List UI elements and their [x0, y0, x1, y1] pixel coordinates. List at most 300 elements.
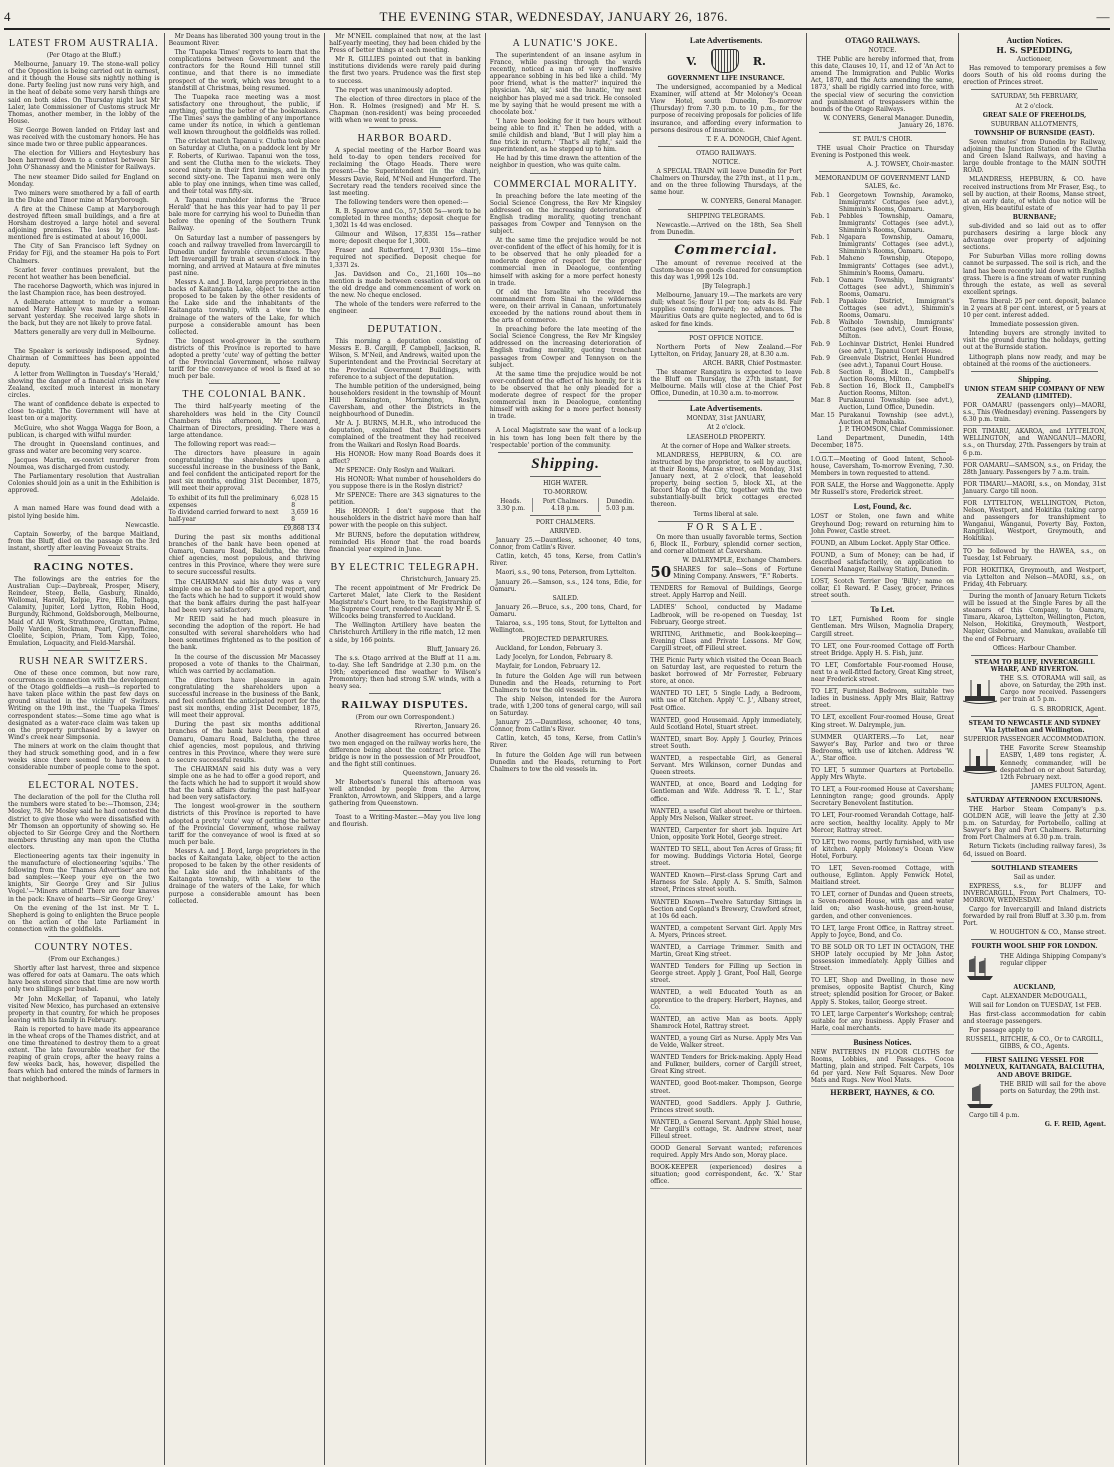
ad-body: Has removed to temporary premises a few doors South of his old rooms during the erection of Princes street.: [962, 65, 1107, 87]
shipping-entry: January 26.—Bruce, s.s., 200 tons, Chard, for Oamaru.: [489, 603, 642, 618]
ad-title: TOWNSHIP OF BURNSIDE (EAST).: [974, 129, 1095, 137]
land-sale-row: [811, 255, 954, 276]
divider: [369, 127, 441, 128]
classified-ad: WANTED Tenders for Filling up Section in George street. Apply J. Grant, Pool Hall, George street.: [650, 963, 802, 987]
classified-ad: WANTED TO SELL, about Ten Acres of Grass; fit for mowing. Buddings Victoria Hotel, George street.: [650, 846, 802, 870]
paragraph: The want of confidence debate is expected to close to-night. The Government will have at least ten or a majority.: [8, 401, 160, 423]
divider: [971, 793, 1098, 794]
ad-title: FIRST SAILING VESSEL FOR MOLYNEUX, KAITANGATA, BALCLUTHA, AND ABOVE BRIDGE.: [964, 1057, 1105, 1079]
tide-heading: HIGH WATER.: [543, 479, 588, 487]
divider: [971, 1053, 1098, 1054]
ad-signature: A. J. TOWSEY, Choir-master.: [866, 161, 954, 169]
ad-title: UNION STEAM SHIP COMPANY OF NEW ZEALAND (LIMITED).: [964, 385, 1105, 400]
ad-body: The amount of revenue received at the Custom-house on goods cleared for consumption this day was 1,999l 12s 10d.: [650, 259, 802, 281]
paragraph: At the same time the prejudice would be not over-confident of the effect of his homily, for it is to be observed that he only pleaded for a moderate degree of respect for the proper commercial men in Deaologue, contenting himself with asking for a more perfect honesty in trade.: [489, 370, 642, 421]
section-heading: Business Notices.: [853, 1037, 912, 1047]
article-heading: HARBOR BOARD.: [357, 133, 453, 145]
ad-body: The undersigned, accompanied by a Medical Examiner, will attend at Mr Moloney's Ocean View Hotel, south Dunedin, To-morrow (Thursday) from 7.30 p.m. to 10 p.m., for the purpose of receiving proposals for policies of life insurance, and affording every information to persons desirous of insurance.: [650, 84, 802, 134]
paragraph: At the same time the prejudice would be not over-confident of the effect of his homily, for it is to be observed that he only pleaded for a moderate degree of respect for the proper commercial men in Deaologue, contenting himself with asking for a more perfect honesty in trade.: [489, 237, 642, 287]
ad-signature: HERBERT, HAYNES, & CO.: [830, 1088, 935, 1098]
land-sale-text: Purakanui Township (see advt.), Auction at Pomahaka.: [838, 411, 954, 426]
ad-title: MEMORANDUM OF GOVERNMENT LAND SALES, &c.: [815, 175, 950, 190]
classified-ad: FOUND, a Sum of Money; can be had, if described satisfactorily, on application to General Manager, Railway Station, Dunedin.: [811, 552, 954, 576]
land-sale-text: Waiholo Township, Immigrants' Cottages (see advt.), Court House, Milton.: [838, 319, 954, 341]
paragraph: In preaching before the late meeting of the Social Science Congress, the Rev Mr Kingsley addressed on the increasing deterioration of English trading morality, quoting trenchant passages from Cowper and Tennyson on the subject.: [489, 326, 642, 369]
dateline: Riverton, January 26.: [414, 723, 481, 731]
paragraph: The ship Nelson, intended for the Aurora trade, with 1,200 tons of general cargo, will sail on Saturday.: [489, 695, 642, 718]
ad-title: MONDAY, 31st JANUARY,: [686, 415, 766, 423]
ad-body: EXPRESS, s.s., for BLUFF and INVERCARGILL, From Port Chalmers, TO-MORROW, WEDNESDAY.: [962, 882, 1107, 904]
divider: [530, 515, 602, 516]
divider: [819, 171, 946, 172]
paragraph: The report was unanimously adopted.: [335, 86, 453, 94]
paragraph: In preaching before the late meeting of the Social Science Congress, the Rev Mr Kingsley addressed on the increasing deterioration of English trading morality, quoting trenchant passages from Cowper and Tennyson on the subject.: [489, 192, 642, 235]
land-sale-text: Purakaunui Township (see advt.), Auction, Lund Office, Dunedin.: [838, 397, 954, 412]
land-sale-row: [811, 369, 954, 383]
article-heading: ELECTORAL NOTES.: [28, 780, 140, 792]
classified-ad: TO BE SOLD OR TO LET IN OCTAGON, THE SHOP lately occupied by Mr John Astor, possession immediately. Apply Gillies and Street.: [811, 944, 954, 975]
shipping-ad: FOR OAMARU (passengers only)—MAORI, s.s., This (Wednesday) evening. Passengers by 6.30 p.m. train.: [963, 402, 1106, 426]
paragraph: During the past six months additional branches of the bank have been opened at Oamaru, Oamaru Road, Balclutha, the three chief agencies, most populous, and thriving centres in this Province, where they were sure to secure successful results.: [168, 721, 321, 764]
divider: [48, 650, 120, 651]
column-1: [4, 33, 165, 1465]
classified-ad: LOST, Scotch Terrier Dog 'Billy'; name on collar, £1 Reward. P. Casey, grocer, Princes street south.: [811, 578, 954, 602]
land-sale-row: [811, 298, 954, 319]
ad-subtitle: Terms liberal at sale.: [693, 510, 759, 518]
sailed-heading: SAILED.: [552, 594, 579, 602]
article-heading: DEPUTATION.: [367, 324, 443, 336]
classified-ad: LOST or Stolen, one fawn and white Greyhound Dog; reward on returning him to John Power, Castle street.: [811, 513, 954, 537]
paragraph: Matters generally are very dull in Melbourne.: [14, 329, 156, 337]
land-sale-text: Section 16, Block II., Campbell's Auction Rooms, Milton.: [838, 383, 954, 398]
dateline: Christchurch, January 25.: [400, 575, 481, 583]
section-heading: To Let.: [870, 605, 895, 615]
classified-ad: WANTED TO LET, 5 Single Lady, a Bedroom, with use of Kitchen. Apply 'C. J.', Albany street, Post Office.: [650, 690, 802, 714]
ad-subtitle: Immediate possession given.: [990, 321, 1079, 329]
ad-body: THE Public are hereby informed that, from this date, Clauses 10, 11, and 12 of 'An Act to amend The Immigration and Public Works Act, 1870, and the Acts amending the same, 1873,' shall be rigidly carried into force, with the special view of securing the conviction and punishment of trespassers within the bounds of the Otago Railways.: [810, 56, 954, 113]
paragraph: The humble petition of the undersigned, being householders resident in the township of Mount Hill Kensington, Mornington, Roslyn, Caversham, and other the Districts in the neighbourhood of Dunedin.: [329, 382, 481, 419]
section-heading: Auction Notices.: [1006, 36, 1063, 45]
paragraph: The whole of the tenders were referred to the engineer.: [329, 301, 481, 316]
ad-body: Cargo for Invercargill and Inland districts forwarded by rail from Bluff at 3.30 p.m. from Port.: [962, 906, 1107, 928]
paragraph: A letter from Wellington in Tuesday's 'Herald,' showing the danger of a financial crisis in New Zealand, excited much interest in monetary circles.: [8, 370, 160, 400]
land-sale-text: Maheno Township, Otepopo, Immigrants' Cottages (see advt.), Shimmin's Rooms, Oamaru.: [838, 255, 954, 277]
paragraph: On the evening of the 1st inst. Mr T. L. Shepherd is going to enlighten the Bruce people on the action of the late Parliament in connection with the goldfields.: [8, 904, 160, 933]
classified-ad: WANTED, an active Man as boots. Apply Shamrock Hotel, Rattray street.: [650, 1016, 802, 1033]
balance-total: £9,868 13 4: [169, 524, 321, 532]
ad-subtitle: At 2 o'clock.: [1015, 102, 1054, 110]
classified-ad: SUMMER QUARTERS.—To Let, near Sawyer's Bay, Parlor and two or three Bedrooms, with use of kitchen. Address 'W. A.', Star office.: [811, 734, 954, 765]
paragraph: In the course of the discussion Mr Macassey proposed a vote of thanks to the Chairman, which was carried by acclamation.: [168, 653, 321, 675]
ad-body: Has first-class accommodation for cabin and steerage passengers.: [962, 1010, 1107, 1025]
article-heading: RUSH NEAR SWITZERS.: [19, 655, 149, 667]
paragraph: Mr Robertson's funeral this afternoon was well attended by people from the Arrow, Frankton, Arrowtown, and Skippers, and a large gathering from Queenstown.: [329, 778, 481, 808]
paragraph: The City of San Francisco left Sydney on Friday for Fiji, and the steamer Ha pois to Fort Chalmers.: [8, 243, 160, 265]
steamship-icon: [963, 746, 997, 776]
divider: [48, 555, 120, 556]
ad-body: Northern Ports of New Zealand.—For Lyttelton, on Friday, January 28, at 8.30 a.m.: [650, 343, 802, 358]
classified-ad: TENDERS for Removal of Buildings, George street. Apply Harrop and Neill.: [650, 585, 802, 602]
divider: [971, 939, 1098, 940]
balance-row: To exhibit of its full the preliminary expenses 6,028 15 8: [168, 494, 319, 509]
paragraph: Mr SPENCE: Only Roslyn and Waikari.: [335, 466, 456, 474]
article-heading: LATEST FROM AUSTRALIA.: [8, 38, 159, 49]
port-heading: PORT CHALMERS.: [535, 518, 596, 526]
classified-ad: FOUND, an Album Locket. Apply Star Office.: [811, 540, 954, 550]
land-sale-date: Feb. 1: [810, 276, 831, 284]
ad-title: ST. PAUL'S CHOIR.: [852, 136, 913, 144]
land-sale-row: [811, 192, 954, 213]
ad-body: A SPECIAL TRAIN will leave Dunedin for Port Chalmers on Thursday, the 27th inst., at 11 p.m., and on the three following Thursdays, at the same hour.: [650, 168, 802, 197]
paragraph: The directors have pleasure in again congratulating the shareholders upon a successful increase in the business of the Bank, and feel confident the anticipated report for the past six months, ending 31st December, 1875, will meet their approval.: [168, 676, 321, 720]
section-heading-commercial: Commercial.: [674, 242, 778, 258]
divider: [530, 423, 602, 424]
paragraph: Mr R. GILLIES pointed out that in banking institutions dividends were rarely paid during the first two years. Prudence was the first step to success.: [329, 56, 481, 85]
paragraph: The Tuapeka race meeting was a most satisfactory one throughout, the public, if anything, getting the better of the bookmakers. 'The Times' says the gambling of any importance came under its notice, in which a gentleman well known throughout the goldfields was rolled.: [168, 93, 321, 137]
ad-signature: W. HOUGHTON & CO., Manse street.: [989, 929, 1107, 937]
classified-ad: TO LET, Furnished Room for single Gentleman. Mrs Wilson, Magnolia Drapery, Cargill street.: [811, 616, 954, 640]
divider: [48, 936, 120, 937]
ad-signature: G. S. BRODRICK, Agent.: [1030, 705, 1107, 713]
classified-ad: NEW PATTERNS IN FLOOR CLOTHS for Rooms, Lobbies, and Passages. Cocoa Matting, plain and striped. Felt Carpets, 10s 6d per yard. New Felt Squares. New Door Mats and Rugs. New Wool Mats.: [811, 1049, 954, 1087]
paragraph: A Local Magistrate saw the want of a lock-up in his town has long been felt there by the 'respectable' portion of the community.: [489, 427, 642, 449]
ship-ad: THE Favorite Screw Steamship EASBY, 1,489 tons register, A. Kennedy, commander, will be despatched on or about Saturday, 12th February next.: [963, 745, 1106, 780]
paragraph: His HONOR: What number of householders do you suppose there is in the Roslyn district?: [329, 475, 481, 490]
classified-ad: WANTED, a useful Girl about twelve or thirteen. Apply Mrs Nelson, Walker street.: [650, 808, 802, 825]
land-sale-text: Oamaru Township, Immigrants' Cottages (see advt.), Shimmin's Rooms, Oamaru.: [838, 276, 954, 298]
page-title: THE EVENING STAR, WEDNESDAY, JANUARY 26, 1876.: [379, 9, 728, 24]
auctioneer-role: Auctioneer,: [1016, 56, 1053, 64]
section-heading: Lost, Found, &c.: [853, 502, 912, 512]
classified-ad: 50 SHARES for sale—Sons of Fortune Mining Company. Answers, "F." Roberts.: [650, 566, 802, 583]
divider: [971, 861, 1098, 862]
paragraph: The following tenders were then opened:—: [335, 198, 469, 206]
divider: [658, 209, 794, 210]
column-2: [165, 33, 326, 1465]
balance-row: To dividend carried forward to next half-year 3,659 16 8: [168, 508, 319, 523]
shipping-entry: January 25.—Dauntless, schooner, 40 tons, Connor, from Catlin's River.: [489, 719, 642, 734]
paragraph: Mr SPENCE: There are 343 signatures to the petition.: [329, 492, 481, 507]
classified-ad: BOOK-KEEPER (experienced) desires a situation; good correspondent, &c. 'X.' Star office.: [650, 1164, 802, 1188]
paragraph: The Parliamentary resolution that Australian Colonies should join as a unit in the Exhibition is approved.: [8, 473, 160, 495]
ad-subtitle: Capt. ALEXANDER McDOUGALL,: [981, 992, 1088, 1000]
paragraph: Scarlet fever continues prevalent, but the recent hot weather has been beneficial.: [8, 266, 160, 281]
section-heading: Shipping.: [1018, 374, 1051, 384]
land-sale-row: [811, 355, 954, 369]
paragraph: Jas. Davidson and Co., 21,160l 10s—no mention is made between cessation of work on the old dredge and commencement of work on the new. No cheque enclosed.: [329, 270, 481, 299]
article-heading: COMMERCIAL MORALITY.: [493, 178, 638, 190]
ad-title: GREAT SALE OF FREEHOLDS,: [982, 111, 1087, 119]
classified-ad: TO LET, corner of Dundas and Queen streets, a Seven-roomed House, with gas and water laid on; also wash-house, green-house, garden, and other conveniences.: [811, 891, 954, 922]
ad-title: SUPERIOR PASSENGER ACCOMMODATION.: [963, 736, 1106, 744]
paragraph: McGuire, who shot Wagga Wagga for Boon, a publican, is charged with wilful murder.: [8, 424, 160, 439]
land-sale-date: Feb. 1: [810, 255, 831, 263]
land-sale-text: Papakaio District, Immigrant's Cottages (see advt.), Shimmin's Rooms, Oamaru.: [838, 298, 954, 320]
ad-body: Lithograph plans now ready, and may be obtained at the rooms of the auctioneers.: [962, 353, 1107, 368]
classified-ad: TO LET, Comfortable Four-roomed House, next to a well-fitted factory, Great King street, near Frederick street.: [811, 662, 954, 686]
section-heading: Late Advertisements.: [689, 36, 763, 45]
land-sales-list: [811, 192, 954, 426]
classified-ad: WANTED Known—Twelve Saturday Sittings in Section and Copland's Brewery, Crawford street, at 10s 6d each.: [650, 899, 802, 923]
classified-ad: I.O.G.T.—Meeting of Good Intent, School-house, Caversham, To-morrow Evening, 7.30. Members in town requested to attend.: [811, 456, 954, 480]
sailing-ship-icon: [963, 954, 997, 984]
paragraph: The drought in Queensland continues, and grass and water are becoming very scarce.: [8, 440, 160, 455]
land-sale-date: Feb. 8: [810, 383, 831, 391]
paragraph: The longest wool-grower in the southern districts of this Province is reported to have adopted a pretty 'cute' way of getting the better of the Provincial Government, whose railway tariff for the conveyance of wool is fixed at so much per bale.: [168, 803, 321, 846]
ad-body: Seven minutes' from Dunedin by Railway, adjoining the Junction Station of the Clutha and Green Island Railways, and having a large double frontage to the MAIN SOUTH ROAD.: [962, 138, 1107, 175]
classified-ad: TO LET, Shop and Dwelling, in those new premises, opposite Baptist Church, King street; splendid position for Grocer, or Baker. Apply S. Stokes, tailor, George street.: [811, 977, 954, 1008]
divider: [819, 452, 946, 453]
ad-body: Land Department, Dunedin, 14th December, 1875.: [810, 434, 954, 449]
classified-ad: THE Picnic Party which visited the Ocean Beach on Saturday last, are requested to return the basket borrowed of Mr Forrester, February store, at once.: [650, 657, 802, 688]
shipping-entry: Mayfair, for London, February 12.: [495, 663, 601, 671]
classified-ad: WANTED, Carpenter for short job. Inquire Art Union, opposite York Hotel, George street.: [650, 827, 802, 844]
land-sale-row: [811, 383, 954, 397]
divider: [658, 146, 794, 147]
article-subhead: (Per Otago at the Bluff.): [46, 52, 121, 59]
classified-ad: WANTED, a respectable Girl, as General Servant. Mrs Wilkinson, corner Dundas and Queen streets.: [650, 755, 802, 779]
article-heading: RAILWAY DISPUTES.: [341, 699, 469, 712]
shipping-entry: Maori, s.s., 90 tons, Peterson, from Lyttelton.: [495, 569, 637, 577]
divider: [971, 655, 1098, 656]
divider: [971, 716, 1098, 717]
ad-title: SUBURBAN ALLOTMENTS,: [990, 120, 1079, 128]
divider: [530, 173, 602, 174]
classified-ad: TO LET, 5 summer Quarters at Portobello. Apply Mrs Whyte.: [811, 767, 954, 784]
dateline: Sydney.: [135, 338, 160, 346]
divider: [658, 400, 794, 401]
ad-signature: RUSSELL, RITCHIE, & CO., Or to CARGILL, GIBBS, & CO., Agents.: [965, 1036, 1104, 1051]
paragraph: Mr John McKellar, of Tapanui, who lately visited New Mexico, has purchased an extensive property in that country, for which he proposes leaving with his family in February.: [8, 995, 160, 1024]
paragraph: Mr Deans has liberated 300 young trout in the Beaumont River.: [168, 33, 321, 48]
classified-ad: TO LET, excellent Four-roomed House, Great King street. W. Dalrymple, jun.: [811, 714, 954, 731]
divider: [658, 521, 794, 522]
classified-ad: FOR SALE, the Horse and Waggonette. Apply Mr Russell's store, Frederick street.: [811, 482, 954, 499]
shipping-entry: Auckland, for London, February 3.: [495, 645, 603, 653]
land-sale-row: [811, 397, 954, 411]
ad-body: Newcastle.—Arrived on the 18th, Sea Shell from Dunedin.: [650, 221, 802, 236]
column-6a: [807, 33, 959, 1465]
paragraph: The miners at work on the claim thought that they had struck something good, and in a few weeks since there seemed to have been a considerable number of people come to the spot.: [8, 742, 160, 772]
paragraph: In future the Golden Age will run between Dunedin and the Heads, returning to Port Chalmers to tow the old vessels in.: [489, 751, 642, 773]
ad-title: STEAM TO BLUFF, INVERCARGILL WHARF, AND RIVERTON.: [974, 658, 1095, 673]
ad-signature: W. CONYERS, General Manager.: [701, 198, 802, 206]
dateline: Bluff, January 26.: [426, 645, 481, 653]
ad-body: Cargo till 4 p.m.: [968, 1111, 1020, 1119]
ad-title: SATURDAY, 5th FEBRUARY,: [990, 93, 1079, 101]
classified-ad: WANTED Tenders for Brick-making. Apply Head and Fulkner, builders, corner of Cargill street, Great King street.: [650, 1054, 802, 1078]
article-heading: BY ELECTRIC TELEGRAPH.: [330, 561, 480, 573]
paragraph: Mr M'NEIL complained that now, at the last half-yearly meeting, they had been chided by the Press of better things at each meeting.: [329, 33, 481, 55]
paragraph: The declaration of the poll for the Clutha roll the numbers were stated to be:—Thomson, 234; Mosley, 78. Mr Mosley said he had contested the district to give those who were dissatisfied with Mr Thomson an opportunity of showing so. He objected to Sir George Grey and the Northern members thrusting any man upon the Clutha electors.: [8, 794, 160, 851]
tide-table: Heads. Port Chalmers. Dunedin. 3.30 p.m. 4.18 p.m. 5.03 p.m.: [490, 498, 642, 512]
land-sale-row: [811, 319, 954, 340]
paragraph: Messrs A. and J. Boyd, large proprietors in the backs of Kaitangata Lake, object to the action proposed to be taken by the other residents of the Lake side and the inhabitants of the Kaitangata township, with a view to the drainage of the waters of the Lake, for which purpose a considerable amount has been collected.: [168, 847, 321, 905]
divider: [658, 331, 794, 332]
ad-body: THE Harbor Steam Company's p.s. GOLDEN AGE, will leave the Jetty at 2.30 p.m. on Saturday, for Portobello, calling at Sawyer's Bay and Port Chalmers. Returning from Port Chalmers at 6.30 p.m. train.: [962, 805, 1107, 842]
paragraph: Shortly after last harvest, three and sixpence was offered for oats at Oamaru. The oats which have been stored since that time are now worth only two shillings per bushel.: [8, 965, 160, 994]
ad-body: During the month of January Return Tickets will be issued at the Single Fares by all the steamers of this Company, to Oamaru, Timaru, Akaroa, Lyttelton, Wellington, Picton, Nelson, Hokitika, Greymouth, Westport, Napier, Gisborne, and Manukau, available till the end of February.: [962, 593, 1107, 643]
ad-title: STEAM TO NEWCASTLE AND SYDNEY Via Lyttelton and Wellington.: [968, 720, 1101, 735]
classified-ad: LADIES' School, conducted by Madame Ladbrook, will be re-opened on Tuesday, 1st February, George street.: [650, 604, 802, 628]
departures-heading: PROJECTED DEPARTURES.: [522, 636, 609, 644]
paragraph: His HONOR: I don't suppose that the householders in the district have more than half power with the people on this subject.: [329, 508, 481, 530]
shipping-entry: Catlin, ketch, 45 tons, Kerse, from Catlin's River.: [489, 553, 642, 568]
coat-of-arms-icon: [711, 49, 739, 73]
ad-body: Return Tickets (including railway fares), 3s 6d, issued on Board.: [962, 843, 1107, 858]
paragraph: The CHAIRMAN said his duty was a very simple one as he had to offer a good report, and the facts which he had to support it would show that the bank affairs during the past half-year had been very satisfactory.: [168, 765, 321, 802]
classified-ad: TO LET, Four-roomed Verandah Cottage, half-acre section, healthy locality. Apply to Mr Mercer, Rattray street.: [811, 812, 954, 836]
divider: [971, 371, 1098, 372]
divider: [658, 239, 794, 240]
classified-ad: WANTED, a General Servant. Apply Shiel house, Mr Cargill's cottage, St. Andrew street, near Filleul street.: [650, 1119, 802, 1143]
ad-body: For passage apply to: [968, 1027, 1034, 1035]
ad-title: FOR SALE.: [686, 522, 766, 533]
classified-ad: TO LET, one Four-roomed Cottage off Forth street Bridge. Apply H. S. Fish, junr.: [811, 643, 954, 660]
shipping-ad: FOR OAMARU—SAMSON, s.s., on Friday, the 28th January. Passengers by 7 a.m. train.: [963, 462, 1106, 479]
paragraph: The longest wool-grower in the southern districts of this Province is reported to have adopted a pretty 'cute' way of getting the better of the Provincial Government, whose railway tariff for the conveyance of wool is fixed at so much per bale.: [168, 337, 321, 381]
land-sale-date: Feb. 9: [810, 354, 831, 362]
shipping-ad: TO be followed by the HAWEA, s.s., on Tuesday, 1st February.: [963, 548, 1106, 565]
ad-subtitle: Offices: Harbour Chamber.: [992, 644, 1077, 652]
ad-title: SOUTHLAND STEAMERS: [991, 864, 1078, 872]
ad-subtitle: At 2 o'clock.: [707, 424, 746, 432]
divider: [369, 556, 441, 557]
ad-title: POST OFFICE NOTICE.: [689, 334, 764, 342]
classified-ad: WANTED, a well Educated Youth as an apprentice to the drapery. Herbert, Haynes, and Co.: [650, 989, 802, 1013]
ad-body: Intending buyers are strongly invited to visit the ground during the holidays, getting out at the Burnside station.: [962, 330, 1107, 352]
classified-ad: WANTED Known—First-class Sprung Cart and Harness for Sale. Apply A. S. Smith, Salmon street, Princes street south.: [650, 872, 802, 896]
ship-ad: THE BRID will sail for the above ports on Saturday, the 29th inst.: [963, 1081, 1106, 1095]
paragraph: The new steamer Dido sailed for England on Monday.: [8, 173, 160, 188]
ad-body: MLANDRESS, HEPBURN, & CO. are instructed by the proprietor, to sell by auction, at their Rooms, Manse street, on Monday, 31st January next, at 2 o'clock, that leasehold property, being section 5, block XL, at the Record Map of the City, together with the two substantially-built brick cottages erected thereon.: [650, 451, 802, 509]
paragraph: 'I have been looking for it two hours without being able to find it.' Then he added, with a smile childish and bland, 'But I will play him a fine trick in return.' 'That's all right,' said the superintendent, as he stepped up to him.: [489, 117, 642, 154]
ad-signature: W. CONYERS, General Manager. Dunedin, January 26, 1876.: [823, 114, 954, 129]
ad-body: sub-divided and so laid out as to offer purchasers desiring a large block any advantage over property of adjoining sections.: [962, 222, 1107, 252]
royal-crest: V. R.: [650, 49, 802, 73]
land-sale-date: Feb. 8: [810, 368, 831, 376]
column-4: [486, 33, 647, 1465]
classified-ad: WANTED, smart Boy. Apply J. Gourley, Princes street South.: [650, 736, 802, 753]
land-sale-row: [811, 213, 954, 234]
ad-title: SHIPPING TELEGRAMS.: [687, 212, 765, 220]
divider: [530, 476, 602, 477]
classified-ad: WANTED, at once, Board and Lodging for Gentleman and Wife. Address 'R. T. L.', Star office.: [650, 781, 802, 805]
paragraph: Sir George Bowen landed on Friday last and was received with the customary honors. He has since made two or three public appearances.: [8, 126, 160, 149]
paragraph: Captain Sowerby, of the barque Maitland, from the Bluff, died on the passage on the 3rd instant, shortly after leaving Foveaux Straits.: [8, 530, 160, 552]
classified-ad: TO LET, Furnished Bedroom, suitable two ladies in business. Apply Mrs Blair, Rattray street.: [811, 688, 954, 712]
paragraph: A man named Hare was found dead with a pistol lying beside him.: [8, 505, 160, 520]
auctioneer-name: H. S. SPEDDING,: [996, 45, 1073, 55]
paragraph: His HONOR: How many Road Boards does it affect?: [329, 450, 481, 465]
paragraph: The racehorse Dagworth, which was injured in the last Champion race, has been destroyed.: [8, 282, 160, 297]
shipping-ad: FOR TIMARU, AKAROA, and LYTTELTON, WELLINGTON, and WANGANUI—MAORI, s.s., on Thursday, 27th. Passengers by train at 6 p.m.: [963, 428, 1106, 459]
ship-ad: THE S.S. OTORAMA will sail, as above, on Saturday, the 29th inst. Cargo now received. Passengers per train at 5 p.m.: [963, 675, 1106, 703]
article-heading: COUNTRY NOTES.: [34, 942, 134, 954]
article-subhead: (From our Exchanges.): [48, 956, 120, 964]
land-sale-row: [811, 412, 954, 426]
land-sale-date: Mar. 8: [810, 397, 831, 405]
land-sale-row: [811, 277, 954, 298]
divider: [209, 383, 281, 384]
article-heading: RACING NOTES.: [33, 561, 134, 573]
masthead: [4, 6, 1110, 30]
ad-signature: G. F. REID, Agent.: [1044, 1120, 1107, 1128]
arrived-heading: ARRIVED.: [549, 527, 582, 535]
ad-title: OTAGO RAILWAYS.: [845, 36, 920, 45]
ad-signature: J. P. THOMSON, Chief Commissioner.: [839, 425, 954, 433]
paragraph: Jacques Martin, ex-convict murderer from Noumea, was discharged from custody.: [8, 456, 160, 471]
land-sale-date: Feb. 1: [810, 298, 831, 305]
ad-signature: JAMES FULTON, Agent.: [1031, 782, 1107, 790]
ad-subtitle: Sail as under.: [1013, 873, 1056, 881]
ad-title: OTAGO RAILWAYS.: [696, 149, 757, 157]
ad-body: MLANDRESS, HEPBURN, & CO. have received instructions from Mr Fraser, Esq., to sell by auction, at their Rooms, Manse street, at an early date, of which due notice will be given, His beautiful estate of: [962, 176, 1107, 212]
paragraph: Toast to a Writing-Master.—May you live long and flourish.: [329, 814, 481, 829]
land-sale-date: Feb. 1: [810, 212, 831, 220]
paragraph: Mr A. J. BURNS, M.H.R., who introduced the deputation, explained that the petitioners complained of the treatment they had received from the Waikari and Roslyn Road Boards.: [329, 420, 481, 449]
classified-ad: WRITING, Arithmetic, and Book-keeping—Evening Class and Private Lessons. Mr Gow, Cargill street, off Filleul street.: [650, 631, 802, 655]
divider: [369, 693, 441, 694]
land-sale-text: Section 8, Block II., Campbell's Auction Rooms, Milton.: [838, 368, 954, 384]
column-3: [325, 33, 486, 1465]
land-sale-date: Mar. 15: [810, 411, 835, 419]
paragraph: A special meeting of the Harbor Board was held to-day to open tenders received for reclaiming the Otago Heads. There were present—the Superintendent (in the chair), Messrs Davie, Reid, M'Neil and Hungerford. The Secretary read the tenders received since the last meeting.: [329, 147, 481, 197]
classified-ad: WANTED, good Housemaid. Apply immediately, Auld Scotland Hotel, Stuart street.: [650, 717, 802, 734]
paragraph: Melbourne, January 19. The stone-wall policy of the Opposition is being carried out in earnest, and it though the House sits nightly nothing is done. Party feeling just now runs very high, and in the heat of debate some very harsh things are said on both sides. On Thursday night last Mr Laler, late Commissioner of Customs struck Mr Thomas, another member, in the lobby of the House.: [8, 61, 160, 125]
divider: [369, 810, 441, 811]
land-sale-date: Feb. 8: [810, 319, 831, 327]
paragraph: A Tapanui rumholder informs the 'Bruce Herald' that he has this year had to pay 1l per bale more for carrying his wool to Dunedin than before the opening of the Southern Trunk Railway.: [168, 197, 321, 233]
page-number: 4: [4, 9, 11, 24]
paragraph: The Wellington Artillery have beaten the Christchurch Artillery in the rifle match, 12 men a side, by 166 points.: [329, 622, 481, 644]
column-6b: [959, 33, 1110, 1465]
shipping-ad: FOR LYTTELTON, WELLINGTON, Picton, Nelson, Westport, and Hokitika (taking cargo and passengers for transhipment to Wanganui, Wanganui, Poverty Bay, Foxton, Rangitikei, Westport, Greymouth, and Hokitika).: [963, 500, 1106, 546]
ad-title: BURNBANE;: [1012, 213, 1057, 221]
classified-ad: WANTED, good Boot-maker. Thompson, George street.: [650, 1080, 802, 1097]
article-heading: A LUNATIC'S JOKE.: [512, 38, 619, 49]
divider: [819, 132, 946, 133]
dateline: Newcastle.: [125, 521, 160, 529]
dateline: [By Telegraph.]: [702, 283, 750, 291]
paragraph: One of these once common, but now rare, occurrences in connection with the development of the Otago goldfields—a rush—is reported to have taken place within the past few days on ground situated in the vicinity of Switzers. Writing on the 19th inst., the 'Tuapeka Times' correspondent states:—Some time ago what is designated as a water-race claim was taken up on the property purchased by a lawyer on Wind's creek near Simpsonia.: [8, 669, 160, 741]
paragraph: The Speaker is seriously indisposed, and the Chairman of Committees has been appointed deputy.: [8, 347, 160, 369]
paragraph: During the past six months additional branches of the bank have been opened at Oamaru, Oamaru Road, Balclutha, the three chief agencies, most populous, and thriving centres in this Province, where they were sure to secure successful results.: [168, 534, 321, 577]
paragraph: A deliberate attempt to murder a woman named Mary Hanley was made by a fellow-servant yesterday. She received large shots in the back, but they are not likely to prove fatal.: [8, 299, 160, 328]
classified-ad: WANTED, good Saddlers. Apply J. Guthrie, Princes street south.: [650, 1100, 802, 1117]
classified-ad: WANTED, a Carriage Trimmer. Smith and Martin, Great King street.: [650, 944, 802, 961]
paragraph: Messrs A. and J. Boyd, large proprietors in the backs of Kaitangata Lake, object to the action proposed to be taken by the other residents of the Lake side and the inhabitants of the Kaitangata township, with a view to the drainage of the waters of the Lake, for which purpose a considerable amount has been collected.: [168, 279, 321, 336]
divider: [498, 452, 634, 453]
ad-title: GOVERNMENT LIFE INSURANCE.: [667, 75, 785, 82]
divider: [369, 318, 441, 319]
ad-body: Will sail for London on TUESDAY, 1st FEB.: [968, 1001, 1102, 1009]
ad-body: THE usual Choir Practice on Thursday Evening is Postponed this week.: [810, 145, 954, 160]
classified-ad: TO LET, large Carpenter's Workshop; central; suitable for any business. Apply Fraser and Harle, coal merchants.: [811, 1011, 954, 1035]
divider: [971, 89, 1098, 90]
classified-ad: TO LET, a Four-roomed House at Caversham; Lennington range; good grounds. Apply Secretary Benevolent Institution.: [811, 786, 954, 810]
ad-signature: W. DALRYMPLE, Exchange Chambers.: [682, 556, 802, 564]
ad-body: On more than usually favorable terms, Section 6, Block II., Forbury, splendid corner section, and corner allotment at Caversham.: [650, 533, 802, 555]
land-sale-text: Lochinvar District, Henlei Hundred (see advt.), Tapanui Court House.: [838, 340, 954, 355]
land-sale-date: Feb. 1: [810, 191, 831, 199]
paragraph: The recent appointment of Mr Fredrick De Carteret Malet, late Clerk to the Resident Magistrate's Court here, to the Registrarship of the Supreme Court, rendered vacant by Mr E. S. Willcocks being transferred to Auckland.: [329, 584, 481, 621]
ad-signature: ARCH. BARR, Chief Postmaster.: [702, 359, 802, 367]
ship-name: AUCKLAND,: [1013, 983, 1056, 991]
paragraph: This morning a deputation consisting of Messrs E. B. Cargill, P. Campbell, Jackson, R. Wilson, S. M'Neil, and Andrews, waited upon the Superintendent and the Provincial Secretary at the Provincial Government Buildings, with reference to a subject of the deputation.: [329, 338, 481, 381]
classified-ad: GOOD General Servant wanted; references required. Apply Mrs Ando son, Moray place.: [650, 1145, 802, 1162]
article-heading: THE COLONIAL BANK.: [182, 389, 307, 401]
